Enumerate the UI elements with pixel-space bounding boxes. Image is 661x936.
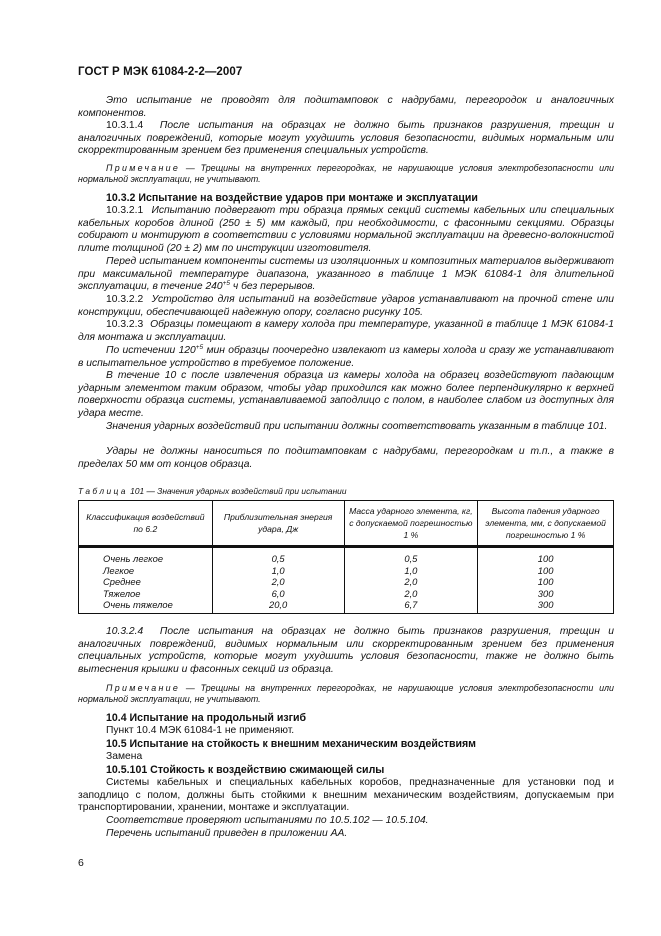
section-heading-10-5-101: 10.5.101 Стойкость к воздействию сжимающей силы xyxy=(106,764,385,776)
table-header-cell: Классификация воздействий по 6.2 xyxy=(79,501,213,547)
impact-values-table xyxy=(78,500,614,614)
paragraph: Соответствие проверяют испытаниями по 10.5.102 — 10.5.104. xyxy=(106,815,429,826)
table-row: Очень тяжелое 20,0 6,7 300 xyxy=(79,599,614,613)
table-row: Среднее 2,0 2,0 100 xyxy=(79,576,614,588)
note-label: Примечание xyxy=(106,683,181,693)
paragraph: Значения ударных воздействий при испытании должны соответствовать указанным в таблице 101. xyxy=(106,421,608,432)
clause-10-3-2-3: 10.3.2.3 Образцы помещают в камеру холода при температуре, указанной в таблице 1 МЭК 61084-1 для монтажа и эксплуатации. xyxy=(78,319,614,343)
table-header-cell: Высота падения ударного элемента, мм, с допускаемой погрешностью 1 % xyxy=(478,501,614,547)
clause-10-3-1-4: 10.3.1.4 После испытания на образцах не должно быть признаков разрушения, трещин и аналогичных повреждений, которые могут ухудшить условия безопасности, видимых нормальным или скорректированным зрением без применения специальных устройств. xyxy=(78,120,614,157)
section-heading-10-5: 10.5 Испытание на стойкость к внешним механическим воздействиям xyxy=(106,738,476,750)
table-row: Тяжелое 6,0 2,0 300 xyxy=(79,588,614,600)
clause-10-3-2-1: 10.3.2.1 Испытанию подвергают три образца прямых секций системы кабельных или специальных кабельных коробов длиной (250 ± 5) мм каждый, при необходимости, с фасонными секциями. Образцы собирают и монтируют в соответствии с условиями нормальной эксплуатации на древесно-волокнистой плите толщиной (20 ± 2) мм по инструкции изготовителя. xyxy=(78,205,614,254)
paragraph: Системы кабельных и специальных кабельных коробов, предназначенные для установки под и заподлицо с полом, должны быть стойкими к внешним механическим воздействиям, допускаемым при транспортировании, хранении, монтаже и эксплуатации. xyxy=(78,777,614,814)
clause-10-3-2-2: 10.3.2.2 Устройство для испытаний на воздействие ударов устанавливают на прочной стене или конструкции, обеспечивающей надежную опору, согласно рисунку 105. xyxy=(78,294,614,318)
document-header: ГОСТ Р МЭК 61084-2-2—2007 xyxy=(78,66,243,78)
clause-number: 10.3.1.4 xyxy=(106,120,144,131)
clause-number: 10.3.2.3 xyxy=(106,319,144,330)
note: Примечание — Трещины на внутренних перегородках, не нарушающие условия электробезопасности или нормальной эксплуатации, не учитывают. xyxy=(78,163,614,184)
table-row: Легкое 1,0 1,0 100 xyxy=(79,565,614,577)
table-header-cell: Приблизительная энергия удара, Дж xyxy=(212,501,344,547)
section-heading-10-3-2: 10.3.2 Испытание на воздействие ударов при монтаже и эксплуатации xyxy=(106,192,478,204)
paragraph: Перед испытанием компоненты системы из изоляционных и композитных материалов выдерживают при максимальной температуре диапазона, указанного в таблице 1 МЭК 61084-1 для длительной эксплуатации, в течение $240^{+5}$ ч без перерывов. xyxy=(78,256,614,293)
clause-number: 10.3.2.2 xyxy=(106,294,144,305)
paragraph: Это испытание не проводят для подштамповок с надрубами, перегородок и аналогичных компонентов. xyxy=(78,95,614,119)
paragraph: Замена xyxy=(106,751,143,762)
paragraph: В течение 10 с после извлечения образца из камеры холода на образец воздействуют падающим ударным элементом таким образом, чтобы удар приходился как можно более перпендикулярно к верхней поверхности образца системы, устанавливаемой заподлицо с полом, в наиболее слабом из доступных для удара месте. xyxy=(78,370,614,419)
note-label: Примечание xyxy=(106,163,181,173)
clause-number: 10.3.2.4 xyxy=(106,626,144,637)
section-heading-10-4: 10.4 Испытание на продольный изгиб xyxy=(106,712,307,724)
paragraph: Пункт 10.4 МЭК 61084-1 не применяют. xyxy=(106,725,295,736)
table-row: Очень легкое 0,5 0,5 100 xyxy=(79,547,614,565)
paragraph: По истечении $120^{+5}$ мин образцы поочередно извлекают из камеры холода и сразу же устанавливают в испытательное устройство в требуемое положение. xyxy=(78,344,614,369)
paragraph: Перечень испытаний приведен в приложении АА. xyxy=(106,828,348,839)
clause-number: 10.3.2.1 xyxy=(106,205,144,216)
table-header-cell: Масса ударного элемента, кг, с допускаемой погрешностью 1 % xyxy=(344,501,478,547)
clause-10-3-2-4: 10.3.2.4 После испытания на образцах не должно быть признаков разрушения, трещин и аналогичных повреждений, видимых нормальным или скорректированным зрением без применения специальных устройств, которые могут ухудшить условия безопасности, также не должно быть вытеснения крышки и фасонных секций из образца. xyxy=(78,626,614,675)
table-caption: Таблица 101 — Значения ударных воздействий при испытании xyxy=(78,486,347,496)
note: Примечание — Трещины на внутренних перегородках, не нарушающие условия электробезопасности или нормальной эксплуатации, не учитывают. xyxy=(78,683,614,704)
paragraph: Удары не должны наноситься по подштамповкам с надрубами, перегородкам и т.п., а также в пределах 50 мм от концов образца. xyxy=(78,446,614,470)
page-number: 6 xyxy=(78,857,84,869)
